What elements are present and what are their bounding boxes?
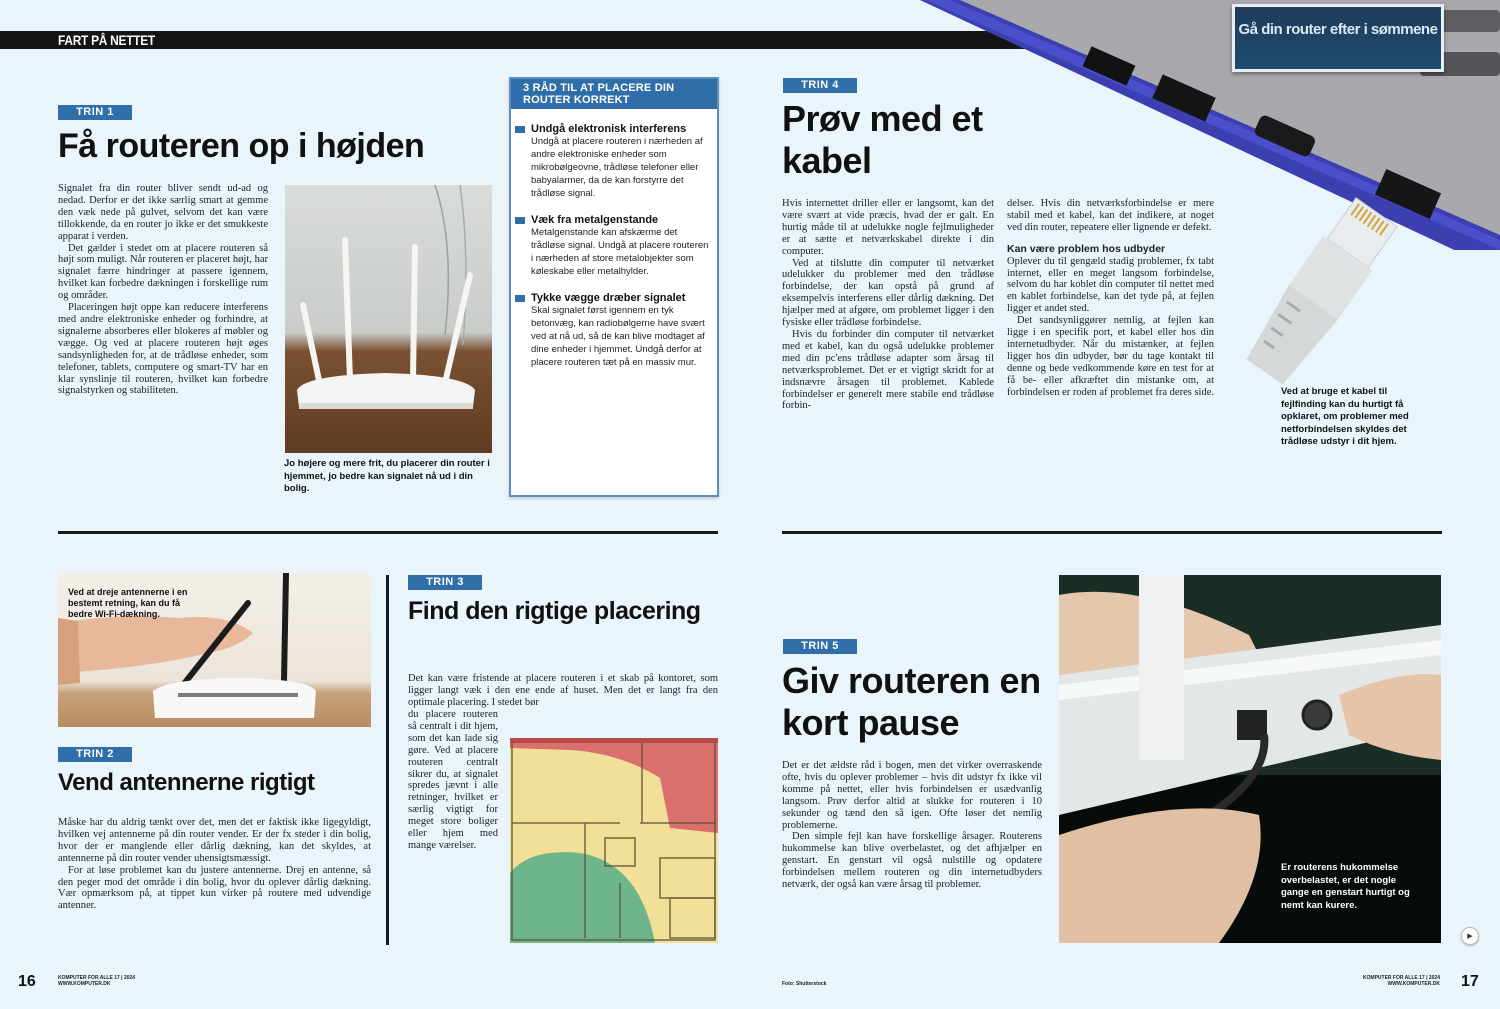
step-4-col1 — [782, 198, 994, 412]
wifi-coverage-heatmap — [510, 738, 718, 943]
step-2-photo-caption: Ved at dreje antennerne i en bestemt retning, kan du få bedre Wi-Fi-dækning. — [68, 587, 188, 619]
square-bullet-icon — [515, 126, 525, 133]
step-4-col2 — [1007, 198, 1214, 399]
folio-line: KOMPUTER FOR ALLE 17 | 2024 — [58, 975, 136, 981]
folio-right — [1340, 975, 1440, 987]
page-number-left: 16 — [18, 973, 36, 990]
paragraph: Hvis du forbinder din computer til netværket med et kabel, kan du også udelukke problemer med din pc'ens trådløse adapter som årsag til netværksproblemet. Det er et vigtigt skridt for at indsnævre årsagen til problemet. Kablede forbindelser er generelt mere stabile end trådløse forbin- — [782, 328, 994, 412]
step-1-photo-caption: Jo højere og mere frit, du placerer din router i hjemmet, jo bedre kan signalet nå ud i din bolig. — [284, 458, 490, 494]
tip-text: Undgå at placere routeren i nærheden af andre elektroniske enheder som mikrobølgeovne, trådløse telefoner eller babyalarmer, da de kan forstyrre det trådløse signal. — [531, 136, 703, 199]
tips-sidebar-box — [509, 77, 719, 497]
router-on-shelf-photo — [285, 185, 492, 453]
paragraph: Signalet fra din router bliver sendt ud-ad og nedad. Derfor er det ikke særlig smart at gemme den væk nede på gulvet, selvom det kan være tillokkende, da en router jo ikke er det smukkeste apparat i verden. — [58, 183, 268, 242]
step-5-title: Giv routeren en kort pause — [782, 660, 1041, 743]
step-5-body — [782, 760, 1042, 891]
tip-title: Undgå elektronisk interferens — [531, 123, 687, 135]
paragraph: Det er det ældste råd i bogen, men det virker overraskende ofte, hvis du oplever problemer – hvis dit udstyr fx ikke vil komme på nettet, eller hvis forbindelsen er usædvanlig langsom. Prøv derfor altid at slukke for routeren i 10 sekunder og tænd den så igen. Ofte løser det nemlig problemerne. — [782, 760, 1042, 831]
callout-box: Gå din router efter i sømmene — [1232, 4, 1444, 72]
paragraph: Det gælder i stedet om at placere routeren så højt som muligt. Når routeren er placeret højt, har signalet færre hindringer at passere igennem, hvilket kan forbedre dækningen i forskellige rum og områder. — [58, 242, 268, 302]
step-1-body — [58, 183, 268, 397]
tip-title: Tykke vægge dræber signalet — [531, 292, 686, 304]
tip-item — [511, 123, 717, 200]
router-reset-photo — [1059, 575, 1441, 943]
square-bullet-icon — [515, 217, 525, 224]
folio-line: WWW.KOMPUTER.DK — [1387, 981, 1440, 987]
step-4-photo-caption: Ved at bruge et kabel til fejlfinding kan du hurtigt få opklaret, om problemer med netforbindelsen skyldes det trådløse udstyr i dit hjem. — [1281, 386, 1409, 447]
folio-line: WWW.KOMPUTER.DK — [58, 981, 111, 987]
step-2-body — [58, 817, 371, 912]
step-4-label: TRIN 4 — [783, 78, 857, 93]
antenna-adjust-photo — [58, 573, 371, 727]
tip-item — [511, 292, 717, 369]
step-3-intro: Det kan være fristende at placere routeren i et skab på kontoret, som ligger langt væk i den ene ende af huset. Men det er langt fra den optimale placering. I stedet bør — [408, 673, 718, 708]
step-3-title: Find den rigtige placering — [408, 597, 701, 625]
step-5-label: TRIN 5 — [783, 639, 857, 654]
paragraph: Det sandsynliggører nemlig, at fejlen kan ligge i en specifik port, et kabel eller hos din internetudbyder. Når du mistænker, at fejlen ligger hos din udbyder, bør du tage kontakt til denne og bede vedkommende køre en test for at få be- eller afkræftet din mistanke om, at forbindelsen er roden af problemet fra deres side. — [1007, 315, 1214, 398]
step-1-label: TRIN 1 — [58, 105, 132, 120]
play-arrow-icon: ▶ — [1467, 932, 1473, 940]
photo-credit: Foto: Shutterstock — [782, 981, 827, 987]
step-2-label: TRIN 2 — [58, 747, 132, 762]
section-rubric: FART PÅ NETTET — [58, 32, 155, 48]
step-5-photo-caption: Er routerens hukommelse overbelastet, er det nogle gange en genstart hurtigt og nemt kan kurere. — [1281, 862, 1410, 911]
step-2-title: Vend antennerne rigtigt — [58, 769, 315, 796]
tip-title: Væk fra metalgenstande — [531, 214, 659, 226]
section-divider — [782, 531, 1442, 534]
ethernet-plug-image — [1212, 190, 1422, 400]
square-bullet-icon — [515, 295, 525, 302]
paragraph: For at løse problemet kan du justere antennerne. Drej en antenne, så den peger mod det område i din bolig, hvor du oplever dårlig dækning. Vær opmærksom på, at tippet kun virker på routere med udvendige antenner. — [58, 864, 371, 912]
tip-item — [511, 214, 717, 278]
paragraph: Hvis internettet driller eller er langsomt, kan det være svært at vide præcis, hvad der er galt. En hurtig måde til at udelukke nogle fejlmuligheder er at sætte et netværkskabel direkte i din computer. — [782, 198, 994, 257]
tip-text: Skal signalet først igennem en tyk betonvæg, kan radiobølgerne have svært ved at nå ud, så de kan blive modtaget af dine enheder i hjemmet. Undgå derfor at placere routeren tæt på en massiv mur. — [531, 305, 705, 368]
tip-text: Metalgenstande kan afskærme det trådløse signal. Undgå at placere routeren i nærheden af store metalobjekter som køleskabe eller metalhylder. — [531, 227, 709, 277]
next-page-button[interactable] — [1461, 927, 1479, 945]
paragraph: Måske har du aldrig tænkt over det, men det er faktisk ikke ligegyldigt, hvilken vej antennerne på din router vender. Er der fx steder i din bolig, hvor der er manglende eller dårlig dækning, kan det skyldes, at antennerne på din router vender uhensigtsmæssigt. — [58, 817, 371, 864]
step-1-title: Få routeren op i højden — [58, 127, 425, 165]
paragraph: Oplever du til gengæld stadig problemer, fx tabt internet, eller en meget langsom forbindelse, selvom du har koblet din computer til nettet med en kablet forbindelse, kan det tyde på, at fejlen ligger et andet sted. — [1007, 255, 1214, 315]
page-number-right: 17 — [1461, 973, 1479, 990]
paragraph: Den simple fejl kan have forskellige årsager. Routerens hukommelse kan blive overbelastet, og det afhjælper en genstart. En genstart vil også nulstille og opdatere forbindelsen mellem routeren og din internetudbyders netværk, der også kan være årsag til problemer. — [782, 831, 1042, 891]
paragraph: delser. Hvis din netværksforbindelse er mere stabil med et kabel, kan det indikere, at noget ved din router, repeatere eller lignende er defekt. — [1007, 198, 1214, 233]
section-divider — [58, 531, 718, 534]
folio-left — [58, 975, 135, 987]
step-4-title: Prøv med et kabel — [782, 98, 983, 181]
paragraph: Placeringen højt oppe kan reducere interferens med andre elektroniske enheder og forhindre, at signalerne absorberes eller blokeres af møbler og vægge. Og ved at placere routeren højt øges sandsynligheden for, at de trådløse enheder, som telefoner, tablets, computere og smart-TV har en klar synslinje til routeren, hvilket kan forbedre signalstyrken og stabiliteten. — [58, 302, 268, 397]
column-divider — [386, 575, 389, 945]
tips-box-title: 3 RÅD TIL AT PLACERE DIN ROUTER KORREKT — [511, 79, 717, 109]
folio-line: KOMPUTER FOR ALLE 17 | 2024 — [1362, 975, 1440, 981]
step-3-wrap-text: du placere routeren så centralt i dit hjem, som det kan lade sig gøre. Ved at placere routeren centralt sikrer du, at signalet spredes jævnt i alle retninger, hvilket er særlig vigtigt for meget store boliger eller hjem med mange værelser. — [408, 709, 498, 851]
paragraph: Ved at tilslutte din computer til netværket udelukker du problemer med den trådløse forbindelse, der kan opstå på grund af eksempelvis interferens eller dårlig dækning. Det hjælper med at afgøre, om problemet ligger i den fysiske eller trådløse forbindelse. — [782, 257, 994, 329]
step-4-subhead: Kan være problem hos udbyder — [1007, 242, 1166, 255]
step-3-label: TRIN 3 — [408, 575, 482, 590]
